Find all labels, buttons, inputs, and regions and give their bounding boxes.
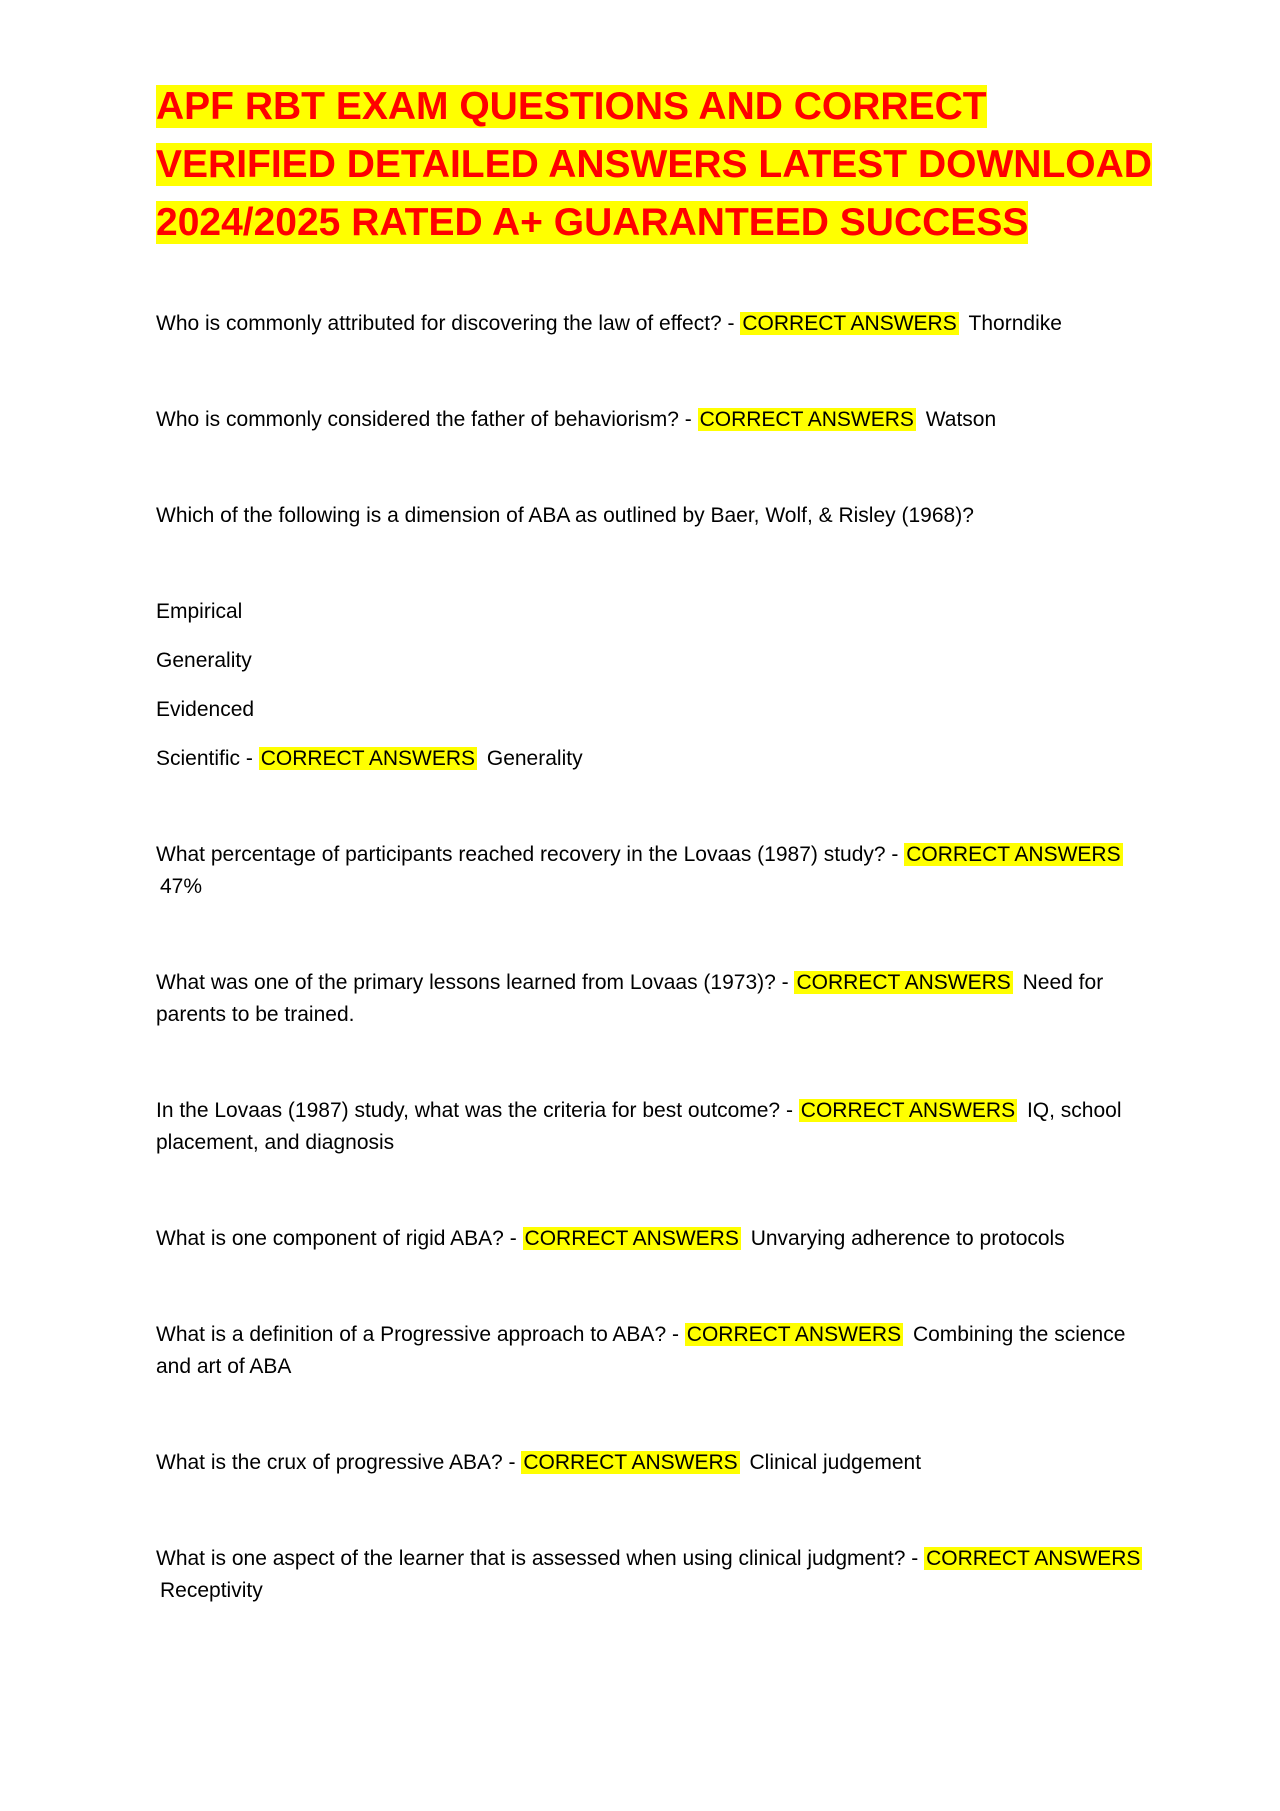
title-text: APF RBT EXAM QUESTIONS AND CORRECT VERIFIED DETAILED ANSWERS LATEST DOWNLOAD 2024/2025 RATED A+ GUARANTEED SUCCESS: [156, 85, 1152, 244]
qa-item-8: What is a definition of a Progressive approach to ABA? - CORRECT ANSWERS Combining the science and art of ABA: [156, 1323, 1126, 1378]
question-text: What is one aspect of the learner that is assessed when using clinical judgment?: [156, 1547, 906, 1570]
answer-marker: CORRECT ANSWERS: [926, 1547, 1141, 1570]
question-text: In the Lovaas (1987) study, what was the criteria for best outcome?: [156, 1099, 781, 1122]
answer-text: Clinical judgement: [749, 1451, 922, 1474]
answer-text: Unvarying adherence to protocols: [750, 1227, 1065, 1250]
qa-item-3-answer: Scientific - CORRECT ANSWERS Generality: [156, 747, 583, 770]
qa-item-4: What percentage of participants reached recovery in the Lovaas (1987) study? - CORRECT ANSWERS 47%: [156, 843, 1121, 898]
qa-item-6: In the Lovaas (1987) study, what was the criteria for best outcome? - CORRECT ANSWERS IQ, school placement, and diagnosis: [156, 1099, 1122, 1154]
answer-text: 47%: [160, 875, 203, 898]
question-text: Who is commonly attributed for discovering the law of effect?: [156, 312, 722, 335]
option-evidenced: [156, 694, 1156, 726]
question-text: What is one component of rigid ABA?: [156, 1227, 504, 1250]
answer-text: Receptivity: [160, 1579, 263, 1602]
qa-item-2: Who is commonly considered the father of behaviorism? - CORRECT ANSWERS Watson: [156, 408, 997, 431]
question-text: What is a definition of a Progressive approach to ABA?: [156, 1323, 667, 1346]
answer-text: Generality: [486, 747, 583, 770]
answer-marker: CORRECT ANSWERS: [906, 843, 1121, 866]
answer-marker: CORRECT ANSWERS: [699, 408, 914, 431]
document-title: [156, 78, 1156, 252]
qa-item-10: What is one aspect of the learner that is assessed when using clinical judgment? - CORRECT ANSWERS Receptivity: [156, 1547, 1141, 1602]
option-generality: [156, 645, 1156, 677]
qa-item-3-question: [156, 500, 1156, 532]
answer-marker: CORRECT ANSWERS: [742, 312, 957, 335]
answer-text: Need for parents to be trained.: [156, 971, 1104, 1026]
answer-marker: CORRECT ANSWERS: [524, 1227, 739, 1250]
answer-text: IQ, school placement, and diagnosis: [156, 1099, 1122, 1154]
option-text: Empirical: [156, 600, 243, 623]
question-text: Which of the following is a dimension of ABA as outlined by Baer, Wolf, & Risley (1968)?: [156, 504, 974, 527]
answer-marker: CORRECT ANSWERS: [686, 1323, 902, 1346]
option-text: Scientific: [156, 747, 241, 770]
question-text: What percentage of participants reached recovery in the Lovaas (1987) study?: [156, 843, 886, 866]
answer-marker: CORRECT ANSWERS: [796, 971, 1011, 994]
answer-text: Watson: [925, 408, 997, 431]
answer-text: Combining the science and art of ABA: [156, 1323, 1126, 1378]
answer-marker: CORRECT ANSWERS: [260, 747, 476, 770]
qa-item-9: What is the crux of progressive ABA? - CORRECT ANSWERS Clinical judgement: [156, 1451, 922, 1474]
answer-marker: CORRECT ANSWERS: [523, 1451, 738, 1474]
question-text: What is the crux of progressive ABA?: [156, 1451, 503, 1474]
qa-item-7: What is one component of rigid ABA? - CORRECT ANSWERS Unvarying adherence to protocols: [156, 1227, 1065, 1250]
answer-marker: CORRECT ANSWERS: [800, 1099, 1016, 1122]
question-text: What was one of the primary lessons learned from Lovaas (1973)?: [156, 971, 776, 994]
question-text: Who is commonly considered the father of behaviorism?: [156, 408, 679, 431]
document-page: [156, 78, 1156, 1671]
answer-text: Thorndike: [968, 312, 1062, 335]
qa-item-5: What was one of the primary lessons learned from Lovaas (1973)? - CORRECT ANSWERS Need for parents to be trained.: [156, 971, 1104, 1026]
option-empirical: [156, 596, 1156, 628]
option-text: Generality: [156, 649, 252, 672]
qa-item-1: Who is commonly attributed for discovering the law of effect? - CORRECT ANSWERS Thorndike: [156, 312, 1062, 335]
option-text: Evidenced: [156, 698, 255, 721]
